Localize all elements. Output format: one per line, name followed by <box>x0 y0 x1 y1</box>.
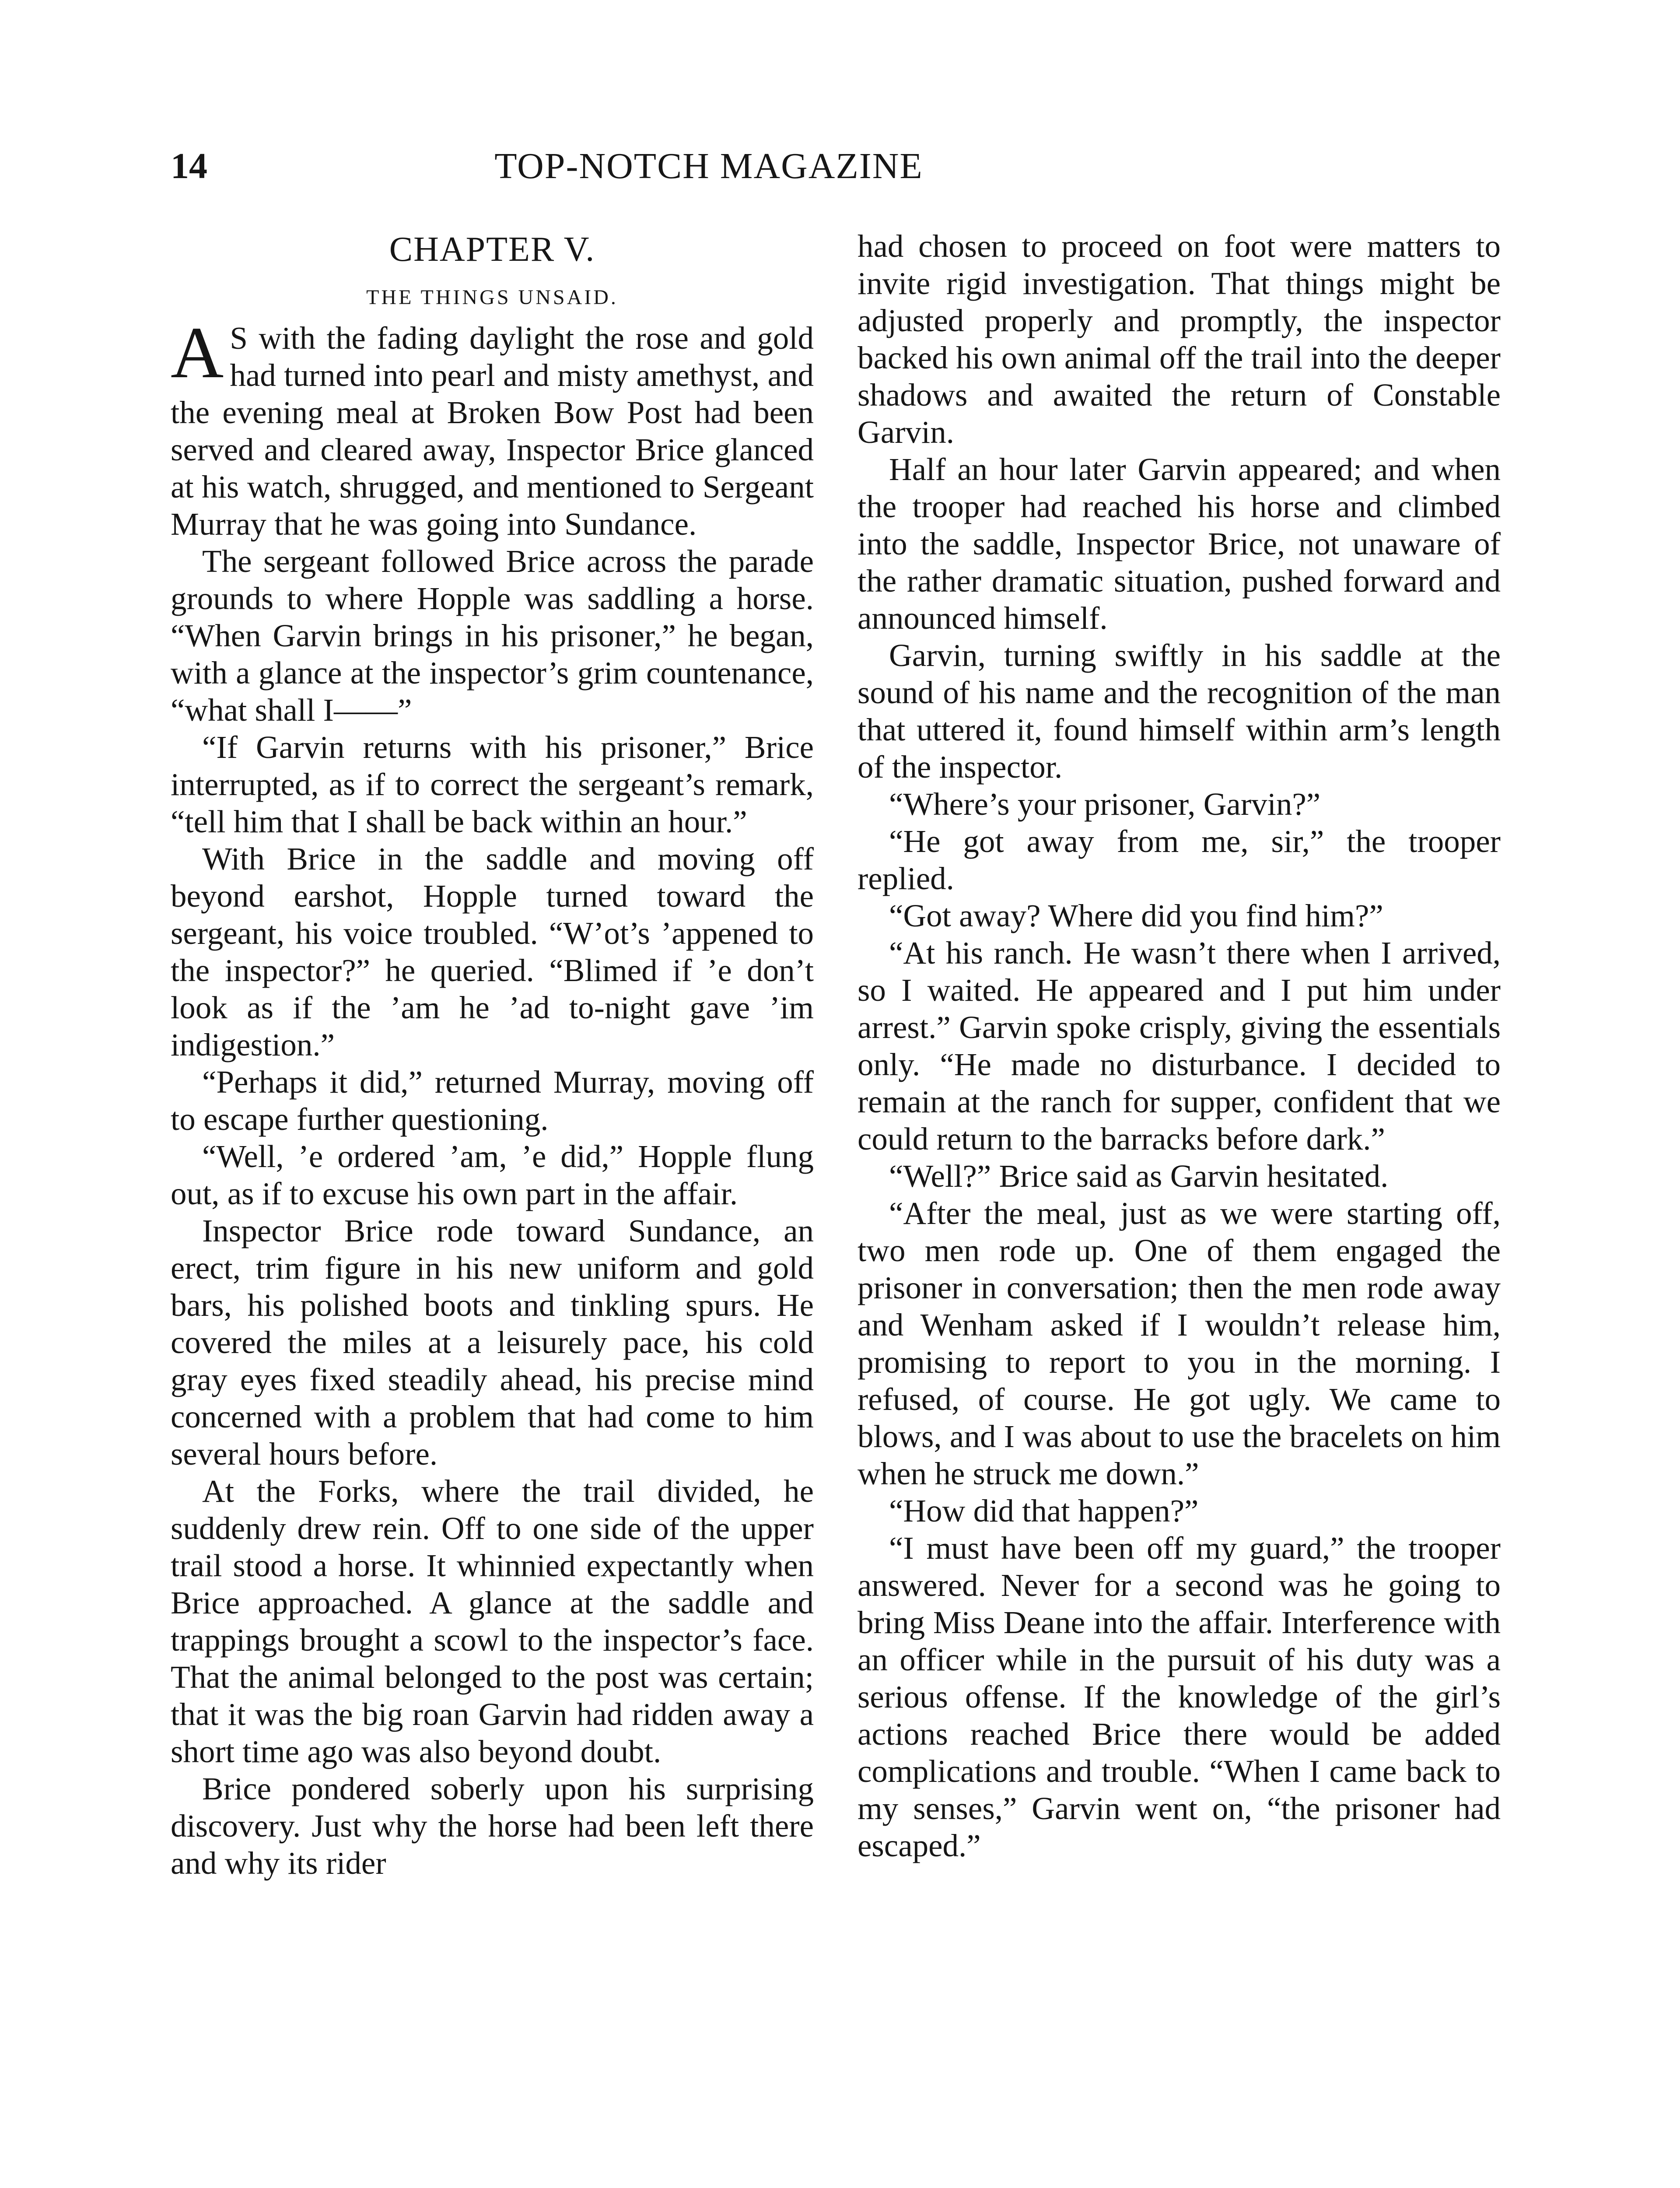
right-column <box>858 228 1501 1864</box>
drop-cap: A <box>171 312 224 393</box>
paragraph: “How did that happen?” <box>889 1493 1199 1529</box>
paragraph-text: S with the fading daylight the rose and gold had turned into pearl and misty amethyst, and the evening meal at Broken Bow Post had been served and cleared away, Inspector Brice glanced at his watch, shrugged, and mentioned to Sergeant Murray that he was going into Sundance. <box>171 320 814 542</box>
paragraph: Garvin, turning swiftly in his saddle at the sound of his name and the recognition of the man that uttered it, found himself within arm’s length of the inspector. <box>858 638 1501 785</box>
paragraph: “Where’s your prisoner, Garvin?” <box>889 786 1321 822</box>
paragraph: With Brice in the saddle and moving off beyond earshot, Hopple turned toward the sergeant, his voice troubled. “W’ot’s ’appened to the inspector?” he queried. “Blimed if ’e don’t look as if the ’am he ’ad to-night gave ’im indigestion.” <box>171 841 814 1062</box>
paragraph: “If Garvin returns with his prisoner,” Brice interrupted, as if to correct the sergeant’s remark, “tell him that I shall be back within an hour.” <box>171 729 814 839</box>
paragraph: Inspector Brice rode toward Sundance, an erect, trim figure in his new uniform and gold bars, his polished boots and tinkling spurs. He covered the miles at a leisurely pace, his cold gray eyes fixed steadily ahead, his precise mind concerned with a problem that had come to him several hours before. <box>171 1213 814 1472</box>
paragraph: had chosen to proceed on foot were matters to invite rigid investigation. That things might be adjusted properly and promptly, the inspector backed his own animal off the trail into the deeper shadows and awaited the return of Constable Garvin. <box>858 228 1501 450</box>
page-header <box>171 144 1247 201</box>
paragraph: “Perhaps it did,” returned Murray, moving off to escape further questioning. <box>171 1064 814 1137</box>
page-number: 14 <box>171 146 207 186</box>
paragraph: “He got away from me, sir,” the trooper replied. <box>858 824 1501 896</box>
chapter-subtitle: THE THINGS UNSAID. <box>366 286 618 309</box>
paragraph: “Got away? Where did you find him?” <box>889 898 1383 933</box>
paragraph: The sergeant followed Brice across the parade grounds to where Hopple was saddling a horse. “When Garvin brings in his prisoner,” he began, with a glance at the inspector’s grim countenance, “what shall I——” <box>171 543 814 728</box>
paragraph: Brice pondered soberly upon his surprising discovery. Just why the horse had been left there and why its rider <box>171 1771 814 1881</box>
paragraph: At the Forks, where the trail divided, he suddenly drew rein. Off to one side of the upper trail stood a horse. It whinnied expectantly when Brice approached. A glance at the saddle and trappings brought a scowl to the inspector’s face. That the animal belonged to the post was certain; that it was the big roan Garvin had ridden away a short time ago was also beyond doubt. <box>171 1473 814 1769</box>
left-column <box>171 228 814 1882</box>
paragraph: “After the meal, just as we were starting off, two men rode up. One of them engaged the prisoner in conversation; then the men rode away and Wenham asked if I wouldn’t release him, promising to report to you in the morning. I refused, of course. He got ugly. We came to blows, and I was about to use the bracelets on him when he struck me down.” <box>858 1196 1501 1491</box>
magazine-title: TOP-NOTCH MAGAZINE <box>494 146 923 186</box>
paragraph: “I must have been off my guard,” the trooper answered. Never for a second was he going to bring Miss Deane into the affair. Interference with an officer while in the pursuit of his duty was a serious offense. If the knowledge of the girl’s actions reached Brice there would be added complications and trouble. “When I came back to my senses,” Garvin went on, “the prisoner had escaped.” <box>858 1530 1501 1863</box>
paragraph: “Well, ’e ordered ’am, ’e did,” Hopple flung out, as if to excuse his own part in the affair. <box>171 1139 814 1211</box>
paragraph: Half an hour later Garvin appeared; and when the trooper had reached his horse and climbed into the saddle, Inspector Brice, not unaware of the rather dramatic situation, pushed forward and announced himself. <box>858 452 1501 636</box>
paragraph: “Well?” Brice said as Garvin hesitated. <box>889 1158 1389 1194</box>
paragraph: “At his ranch. He wasn’t there when I arrived, so I waited. He appeared and I put him under arrest.” Garvin spoke crisply, giving the essentials only. “He made no disturbance. I decided to remain at the ranch for supper, confident that we could return to the barracks before dark.” <box>858 935 1501 1157</box>
paragraph <box>171 312 814 543</box>
chapter-title: CHAPTER V. <box>389 230 595 269</box>
